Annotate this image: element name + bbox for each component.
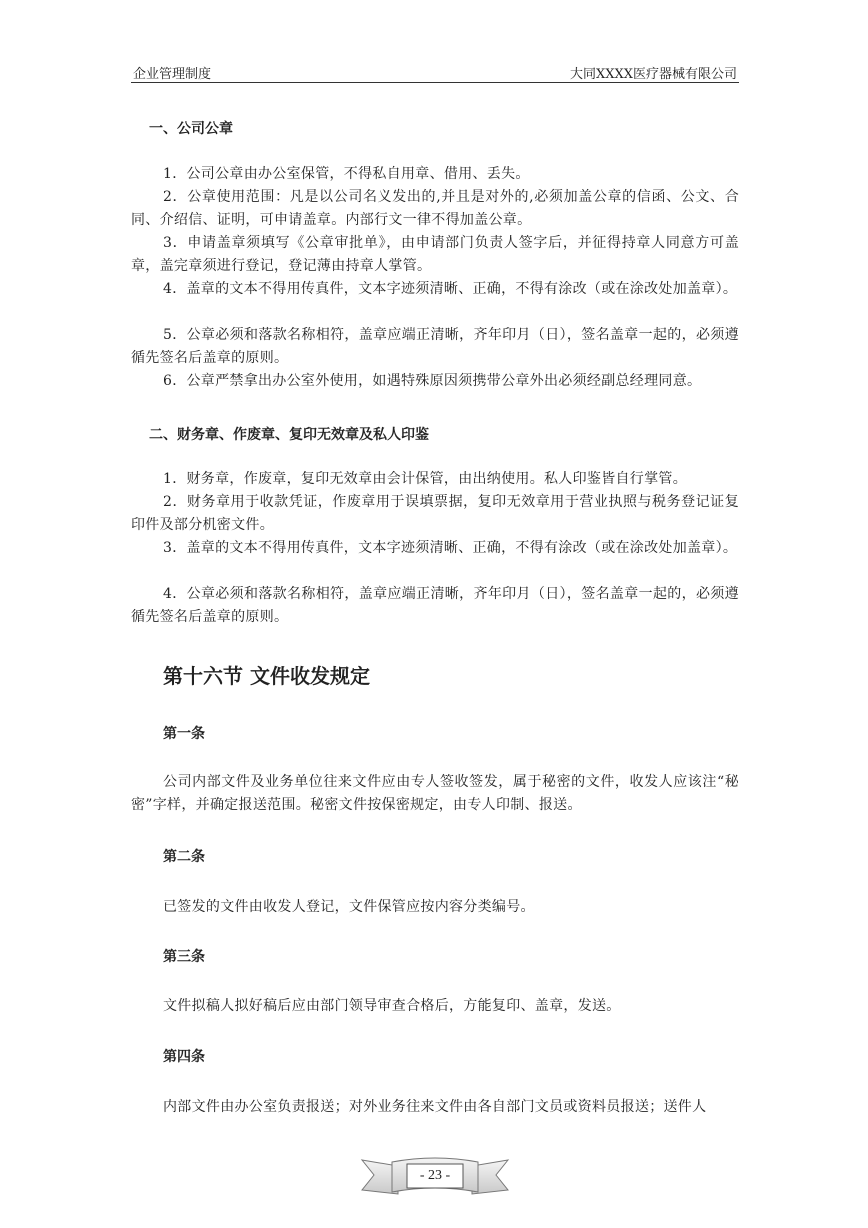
page-header: [131, 60, 739, 83]
article-title: 第三条: [163, 949, 205, 965]
header-company-name: 大同XXXX医疗器械有限公司: [569, 67, 737, 82]
section-title-finance-seal: 二、财务章、作废章、复印无效章及私人印鉴: [149, 427, 429, 443]
article-text: 公司内部文件及业务单位往来文件应由专人签收签发，属于秘密的文件，收发人应该注“秘密”字样，并确定报送范围。秘密文件按保密规定，由专人印制、报送。: [131, 774, 739, 813]
chapter-title: 第十六节 文件收发规定: [163, 664, 370, 688]
paragraph: 3．申请盖章须填写《公章审批单》，由申请部门负责人签字后，并征得持章人同意方可盖章，盖完章须进行登记，登记薄由持章人掌管。: [131, 235, 739, 274]
paragraph: 2．公章使用范围：凡是以公司名义发出的,并且是对外的,必须加盖公章的信函、公文、合同、介绍信、证明，可申请盖章。内部行文一律不得加盖公章。: [131, 189, 739, 228]
header-left-title: 企业管理制度: [133, 67, 212, 82]
paragraph: 2．财务章用于收款凭证，作废章用于误填票据，复印无效章用于营业执照与税务登记证复印件及部分机密文件。: [131, 494, 739, 533]
paragraph: 6．公章严禁拿出办公室外使用，如遇特殊原因须携带公章外出必须经副总经理同意。: [163, 373, 702, 389]
article-title: 第四条: [163, 1049, 205, 1065]
article-text: 已签发的文件由收发人登记，文件保管应按内容分类编号。: [163, 899, 535, 915]
page-number-ribbon: [360, 1150, 510, 1202]
paragraph: 3．盖章的文本不得用传真件，文本字迹须清晰、正确，不得有涂改（或在涂改处加盖章）。: [163, 540, 738, 556]
article-text: 文件拟稿人拟好稿后应由部门领导审查合格后，方能复印、盖章，发送。: [163, 998, 621, 1014]
paragraph: 4．盖章的文本不得用传真件，文本字迹须清晰、正确，不得有涂改（或在涂改处加盖章）。: [163, 281, 738, 297]
paragraph: 1．财务章，作废章，复印无效章由会计保管，由出纳使用。私人印鉴皆自行掌管。: [163, 471, 688, 487]
paragraph: 5．公章必须和落款名称相符，盖章应端正清晰，齐年印月（日），签名盖章一起的，必须遵循先签名后盖章的原则。: [131, 327, 739, 366]
paragraph: 4．公章必须和落款名称相符，盖章应端正清晰，齐年印月（日），签名盖章一起的，必须遵循先签名后盖章的原则。: [131, 586, 739, 625]
article-title: 第二条: [163, 849, 205, 865]
paragraph: 1．公司公章由办公室保管，不得私自用章、借用、丢失。: [163, 166, 530, 182]
page-number: - 23 -: [419, 1168, 451, 1183]
article-text: 内部文件由办公室负责报送；对外业务往来文件由各自部门文员或资料员报送；送件人: [163, 1099, 707, 1115]
article-title: 第一条: [163, 726, 205, 742]
section-title-company-seal: 一、公司公章: [149, 121, 233, 137]
